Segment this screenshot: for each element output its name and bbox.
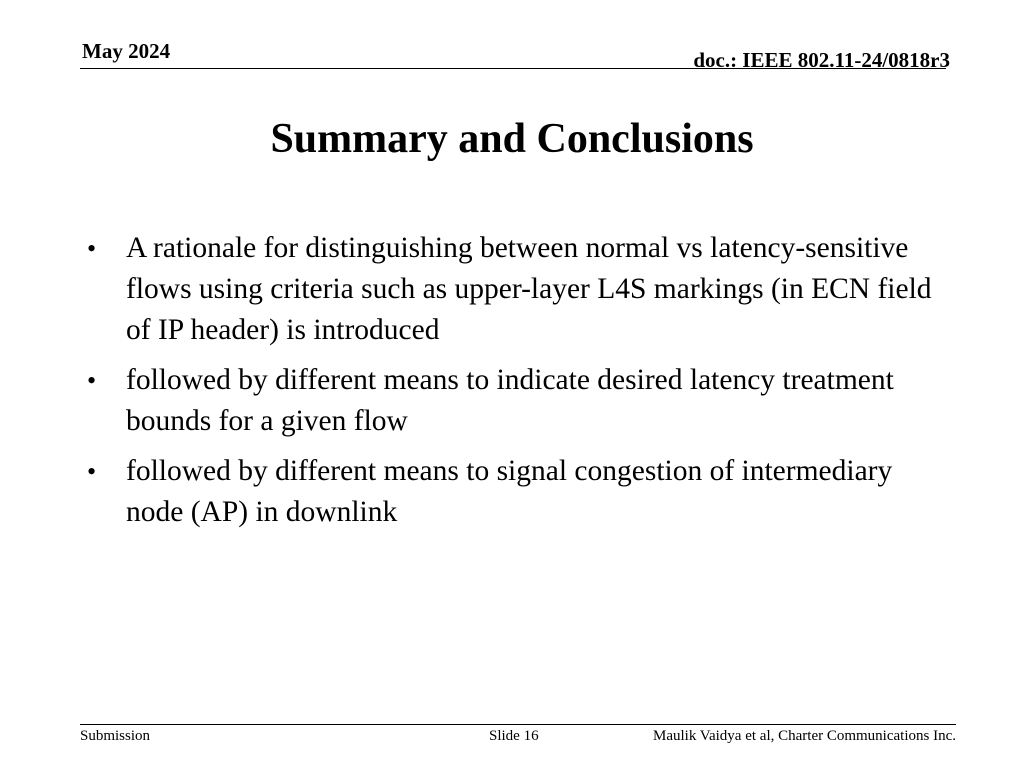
bullet-marker: • bbox=[87, 366, 97, 395]
bullet-text-3: followed by different means to signal congestion of intermediary node (AP) in downlink bbox=[126, 455, 893, 528]
bullet-text-1: A rationale for distinguishing between normal vs latency-sensitive flows using criteria such as upper-layer L4S markings (in ECN field of IP header) is introduced bbox=[126, 232, 932, 346]
footer-divider bbox=[80, 724, 956, 725]
header-date: May 2024 bbox=[82, 39, 171, 63]
slide-title: Summary and Conclusions bbox=[270, 116, 754, 162]
footer-submission: Submission bbox=[80, 728, 151, 744]
bullet-marker: • bbox=[87, 457, 97, 486]
bullet-list bbox=[78, 228, 938, 542]
bullet-text-2: followed by different means to indicate desired latency treatment bounds for a given flow bbox=[126, 364, 894, 437]
bullet-item-1 bbox=[78, 228, 938, 351]
header-divider bbox=[80, 68, 946, 69]
bullet-marker: • bbox=[87, 234, 97, 263]
header-doc-id: doc.: IEEE 802.11-24/0818r3 bbox=[693, 48, 950, 72]
footer-author: Maulik Vaidya et al, Charter Communications Inc. bbox=[653, 728, 956, 744]
footer-slide-number: Slide 16 bbox=[489, 728, 539, 744]
bullet-item-3 bbox=[78, 451, 938, 533]
bullet-item-2 bbox=[78, 360, 938, 442]
